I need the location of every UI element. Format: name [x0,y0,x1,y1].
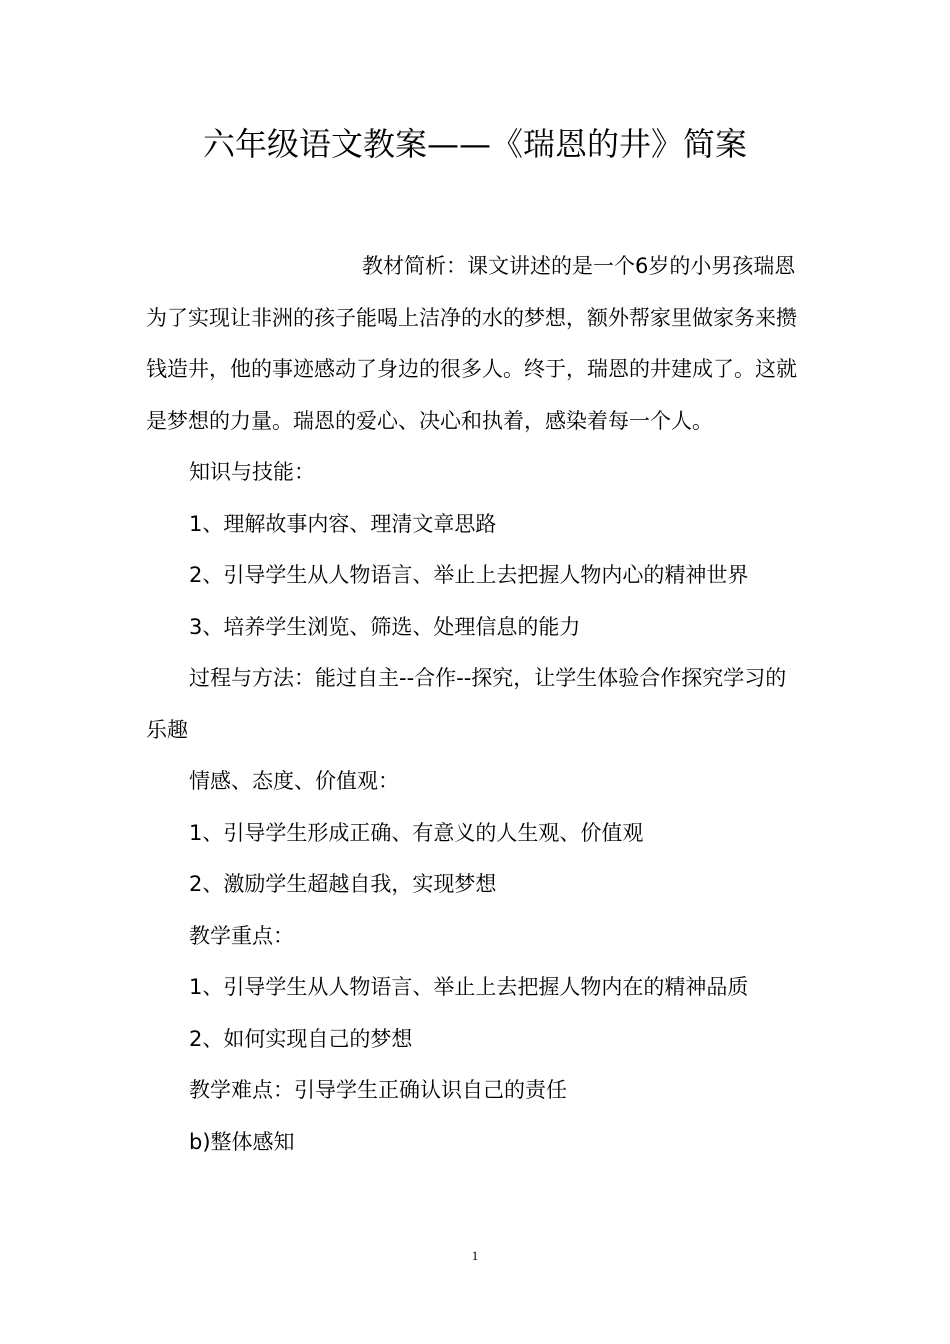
emotion-item-2: 2、激励学生超越自我，实现梦想 [189,872,497,896]
knowledge-item-3: 3、培养学生浏览、筛选、处理信息的能力 [189,614,581,639]
key-point-2: 2、如何实现自己的梦想 [189,1026,413,1051]
knowledge-item-2: 2、引导学生从人物语言、举止上去把握人物内心的精神世界 [189,563,749,587]
knowledge-heading: 知识与技能： [189,460,315,484]
document-body [146,241,806,1168]
emotion-heading: 情感、态度、价值观： [189,769,399,793]
key-points-heading: 教学重点： [189,923,294,948]
overview-heading: b)整体感知 [189,1129,295,1154]
intro-paragraph: 教材简析：课文讲述的是一个6岁的小男孩瑞恩为了实现让非洲的孩子能喝上洁净的水的梦想，额外帮家里做家务来攒钱造井，他的事迹感动了身边的很多人。终于，瑞恩的井建成了。这就是梦想的力量。瑞恩的爱心、决心和执着，感染着每一个人。 [146,254,797,433]
page-number: 1 [471,1248,479,1263]
emotion-item-1: 1、引导学生形成正确、有意义的人生观、价值观 [189,820,644,845]
key-point-1: 1、引导学生从人物语言、举止上去把握人物内在的精神品质 [189,975,749,999]
knowledge-item-1: 1、理解故事内容、理清文章思路 [189,511,497,536]
document-title: 六年级语文教案——《瑞恩的井》简案 [202,125,747,163]
process-paragraph: 过程与方法：能过自主--合作--探究，让学生体验合作探究学习的乐趣 [146,666,787,742]
difficulty-paragraph: 教学难点：引导学生正确认识自己的责任 [189,1078,567,1102]
